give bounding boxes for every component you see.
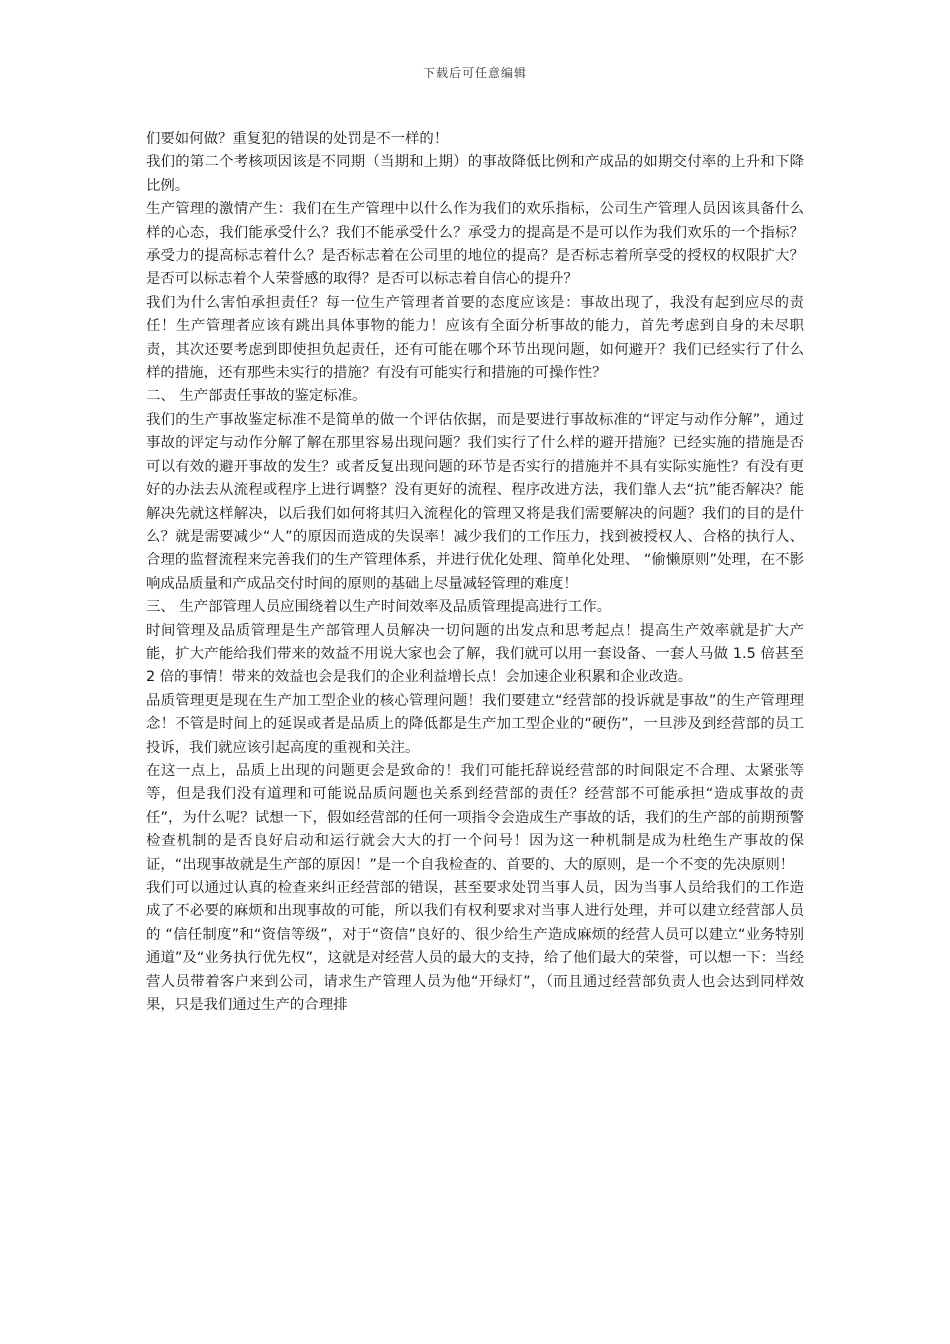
paragraph: 生产管理的激情产生：我们在生产管理中以什么作为我们的欢乐指标，公司生产管理人员因该具备什么样的心态，我们能承受什么？我们不能承受什么？承受力的提高是不是可以作为我们欢乐的一个指标？承受力的提高标志着什么？是否标志着在公司里的地位的提高？是否标志着所享受的授权的权限扩大？是否可以标志着个人荣誉感的取得？是否可以标志着自信心的提升？ [146,201,804,288]
paragraph: 我们的第二个考核项因该是不同期（当期和上期）的事故降低比例和产成品的如期交付率的上升和下降比例。 [146,154,804,194]
page-header: 下载后可任意编辑 [422,66,527,80]
paragraph: 我们的生产事故鉴定标准不是简单的做一个评估依据，而是要进行事故标准的“评定与动作分解”，通过事故的评定与动作分解了解在那里容易出现问题？我们实行了什么样的避开措施？已经实施的措施是否可以有效的避开事故的发生？或者反复出现问题的环节是否实行的措施并不具有实际实施性？有没有更好的办法去从流程或程序上进行调整？没有更好的流程、程序改进方法，我们靠人去“抗”能否解决？能解决先就这样解决，以后我们如何将其归入流程化的管理又将是我们需要解决的问题？我们的目的是什么？就是需要减少“人”的原因而造成的失误率！减少我们的工作压力，找到被授权人、合格的执行人、合理的监督流程来完善我们的生产管理体系，并进行优化处理、简单化处理、 “偷懒原则”处理，在不影响成品质量和产成品交付时间的原则的基础上尽量减轻管理的难度！ [146,411,804,592]
section-heading: 三、 生产部管理人员应围绕着以生产时间效率及品质管理提高进行工作。 [146,599,612,616]
section-heading: 二、 生产部责任事故的鉴定标准。 [146,388,367,405]
paragraph: 们要如何做？重复犯的错误的处罚是不一样的！ [146,131,449,147]
paragraph: 品质管理更是现在生产加工型企业的核心管理问题！我们要建立“经营部的投诉就是事故”的生产管理理念！不管是时间上的延误或者是品质上的降低都是生产加工型企业的“硬伤”，一旦涉及到经营部的员工投诉，我们就应该引起高度的重视和关注。 [146,692,804,756]
document-body [146,128,804,1017]
paragraph: 我们为什么害怕承担责任？每一位生产管理者首要的态度应该是：事故出现了，我没有起到应尽的责任！生产管理者应该有跳出具体事物的能力！应该有全面分析事故的能力，首先考虑到自身的未尽职责，其次还要考虑到即使担负起责任，还有可能在哪个环节出现问题，如何避开？我们已经实行了什么样的措施，还有那些未实行的措施？有没有可能实行和措施的可操作性？ [146,294,804,382]
paragraph: 时间管理及品质管理是生产部管理人员解决一切问题的出发点和思考起点！提高生产效率就是扩大产能，扩大产能给我们带来的效益不用说大家也会了解，我们就可以用一套设备、一套人马做 1.5 倍甚至 2 倍的事情！带来的效益也会是我们的企业利益增长点！会加速企业积累和企业改造。 [146,622,804,686]
paragraph: 我们可以通过认真的检查来纠正经营部的错误，甚至要求处罚当事人员，因为当事人员给我们的工作造成了不必要的麻烦和出现事故的可能，所以我们有权利要求对当事人进行处理，并可以建立经营部人员的 “信任制度”和“资信等级”，对于“资信”良好的、很少给生产造成麻烦的经营人员可以建立“业务特别通道”及“业务执行优先权”，这就是对经营人员的最大的支持，给了他们最大的荣誉，可以想一下：当经营人员带着客户来到公司，请求生产管理人员为他“开绿灯”，（而且通过经营部负责人也会达到同样效果，只是我们通过生产的合理排 [146,880,804,1014]
paragraph: 在这一点上，品质上出现的问题更会是致命的！我们可能托辞说经营部的时间限定不合理、太紧张等等，但是我们没有道理和可能说品质问题也关系到经营部的责任？经营部不可能承担“造成事故的责任”，为什么呢？试想一下，假如经营部的任何一项指令会造成生产事故的话，我们的生产部的前期预警检查机制的是否良好启动和运行就会大大的打一个问号！因为这一种机制是成为杜绝生产事故的保证，“出现事故就是生产部的原因！”是一个自我检查的、首要的、大的原则，是一个不变的先决原则！ [146,762,804,873]
